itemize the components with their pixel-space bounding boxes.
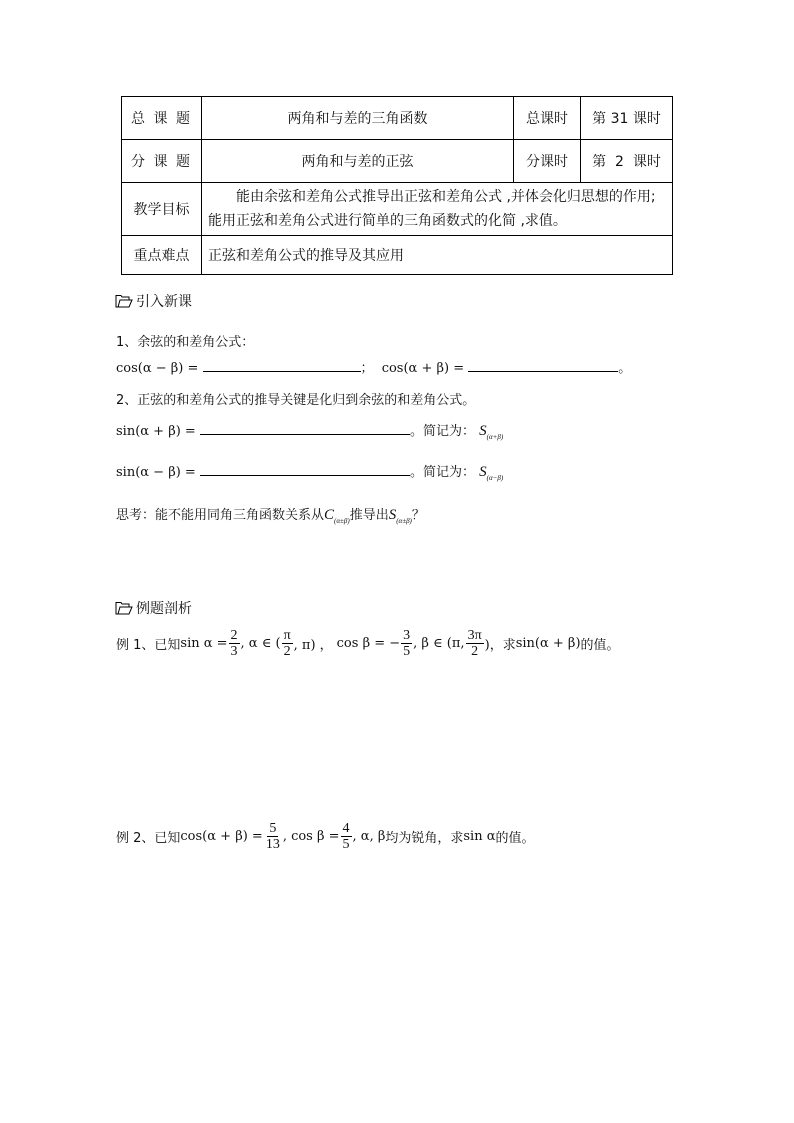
sin-plus-expr: sin(α + β) = [116,424,196,439]
s-symbol: S [479,423,487,439]
lesson-info-table [121,96,673,275]
example-suffix: 的值。 [495,831,535,846]
example-suffix: 的值。 [580,638,620,653]
section-examples-heading [115,598,192,618]
example-2 [116,821,535,852]
sin-plus-blank[interactable] [200,422,410,435]
think-text: 推导出 [349,508,389,523]
folder-icon [115,294,133,308]
fraction [341,821,352,852]
total-topic-label: 总 课 题 [122,97,202,140]
think-text: 思考：能不能用同角三角函数关系从 [116,508,325,523]
key-points-label: 重点难点 [122,236,202,275]
sub-topic-label: 分 课 题 [122,140,202,183]
cos-plus-expr: cos(α + β) = [381,361,465,376]
math-text: , π) ， [293,638,333,653]
cos-plus-blank[interactable] [468,359,618,372]
fraction [229,628,240,659]
teaching-goal-label: 教学目标 [122,183,202,236]
math-text: cos(α + β) = [180,829,263,844]
think-question [116,504,425,525]
target-expr: sin(α + β) [515,636,581,651]
table-row [122,236,673,275]
sin-minus-blank[interactable] [200,463,410,476]
math-text: sin α = [180,636,228,651]
cosine-formula-line [116,357,631,376]
s-subscript: (α±β) [396,517,412,525]
s-symbol: S [388,507,397,523]
math-text: , α, β [352,829,386,844]
c-subscript: (α±β) [334,517,350,525]
math-text: , β ∈ (π, [413,636,465,651]
sin-minus-expr: sin(α − β) = [116,465,196,480]
fraction [401,628,412,659]
numerator: π [283,628,291,643]
denominator: 13 [265,837,280,852]
numerator: 5 [269,821,277,836]
key-points-value: 正弦和差角公式的推导及其应用 [202,236,673,275]
item-2-text: 2、正弦的和差角公式的推导关键是化归到余弦的和差角公式。 [116,393,476,408]
sine-minus-line [116,461,503,482]
s-subscript: (α−β) [486,474,504,482]
separator: ； [360,361,374,376]
numerator: 4 [342,821,350,836]
table-row [122,140,673,183]
section-intro-heading [115,291,192,311]
sine-plus-line [116,420,503,441]
table-row [122,183,673,236]
period: 。 [618,361,632,376]
numerator: 3π [467,628,482,643]
denominator: 2 [471,644,479,659]
table-row [122,97,673,140]
target-expr: sin α [463,829,496,844]
fraction [466,628,484,659]
s-subscript: (α+β) [486,433,504,441]
c-symbol: C [324,507,335,523]
fraction [282,628,293,659]
numerator: 2 [230,628,238,643]
denominator: 2 [283,644,291,659]
item-1-text: 1、余弦的和差角公式： [116,335,255,350]
sub-hours-value: 第 2 课时 [581,140,673,183]
sub-hours-label: 分课时 [514,140,581,183]
denominator: 3 [230,644,238,659]
denominator: 5 [403,644,411,659]
total-hours-label: 总课时 [514,97,581,140]
sub-topic-value: 两角和与差的正弦 [202,140,514,183]
folder-icon [115,601,133,615]
short-note: 。简记为： [409,465,475,480]
think-text: ？ [411,508,425,523]
cos-minus-blank[interactable] [203,359,361,372]
teaching-goal-value: 能由余弦和差角公式推导出正弦和差角公式 ,并体会化归思想的作用;能用正弦和差角公式进行简单的三角函数式的化简 ,求值。 [202,183,673,236]
example-label: 例 1、已知 [116,638,181,653]
example-label: 例 2、已知 [116,831,181,846]
short-note: 。简记为： [409,424,475,439]
total-hours-value: 第 31 课时 [581,97,673,140]
section-title: 引入新课 [136,294,192,310]
math-text: , α ∈ ( [240,636,281,651]
math-text: cos β = − [336,636,401,651]
fraction [264,821,282,852]
total-topic-value: 两角和与差的三角函数 [202,97,514,140]
example-text: 均为锐角，求 [385,831,464,846]
cos-minus-expr: cos(α − β) = [116,361,199,376]
example-1 [116,628,620,659]
math-text: , cos β = [282,829,340,844]
s-symbol: S [479,464,487,480]
math-text: )，求 [484,638,516,653]
numerator: 3 [403,628,411,643]
section-title: 例题剖析 [136,601,192,617]
denominator: 5 [342,837,350,852]
